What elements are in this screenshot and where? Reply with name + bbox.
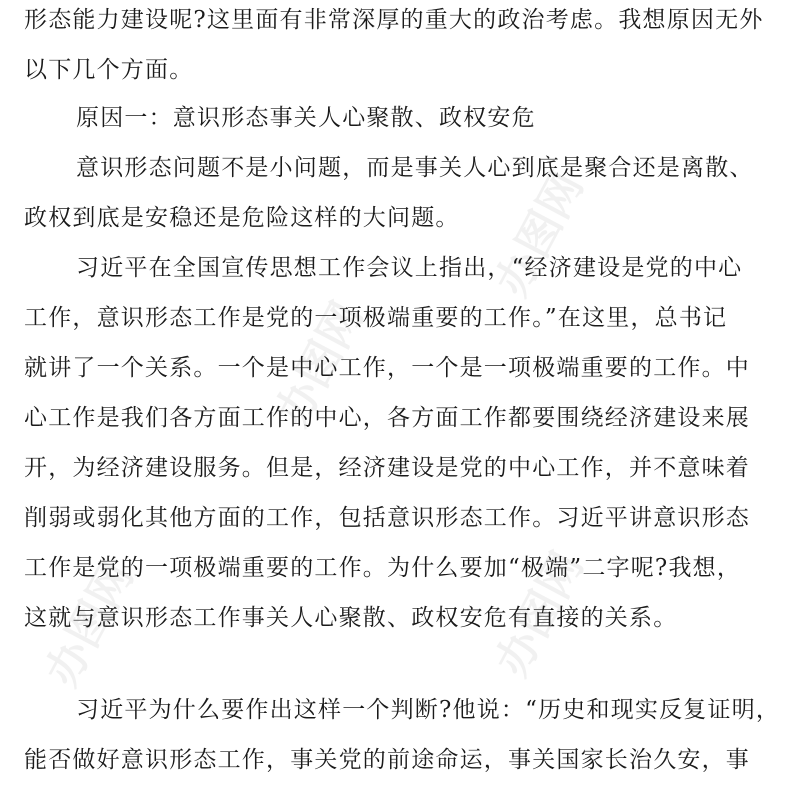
text-line: 开，为经济建设服务。但是，经济建设是党的中心工作，并不意味着 [24, 455, 750, 481]
watermark: 办图网 [486, 163, 594, 305]
text-line: 工作是党的一项极端重要的工作。为什么要加“极端”二字呢?我想， [24, 555, 742, 581]
text-line: 政权到底是安稳还是危险这样的大问题。 [24, 205, 460, 231]
text-line: 就讲了一个关系。一个是中心工作，一个是一项极端重要的工作。中 [24, 355, 750, 381]
section-heading: 原因一：意识形态事关人心聚散、政权安危 [76, 105, 536, 131]
text-line: 心工作是我们各方面工作的中心，各方面工作都要围绕经济建设来展 [24, 405, 750, 431]
text-line: 削弱或弱化其他方面的工作，包括意识形态工作。习近平讲意识形态 [24, 505, 750, 531]
text-line: 以下几个方面。 [24, 57, 194, 83]
text-line: 形态能力建设呢?这里面有非常深厚的重大的政治考虑。我想原因无外 [24, 7, 764, 33]
text-line: 习近平为什么要作出这样一个判断?他说：“历史和现实反复证明， [76, 697, 781, 723]
watermark: 办图网 [266, 293, 374, 435]
text-line: 能否做好意识形态工作，事关党的前途命运，事关国家长治久安，事 [24, 747, 750, 773]
text-line: 意识形态问题不是小问题，而是事关人心到底是聚合还是离散、 [76, 155, 754, 181]
text-line: 习近平在全国宣传思想工作会议上指出，“经济建设是党的中心 [76, 255, 743, 281]
text-line: 工作，意识形态工作是党的一项极端重要的工作。”在这里，总书记 [24, 305, 728, 331]
watermark: 办图网 [36, 553, 144, 695]
text-line: 这就与意识形态工作事关人心聚散、政权安危有直接的关系。 [24, 605, 678, 631]
watermark: 办图网 [486, 543, 594, 685]
